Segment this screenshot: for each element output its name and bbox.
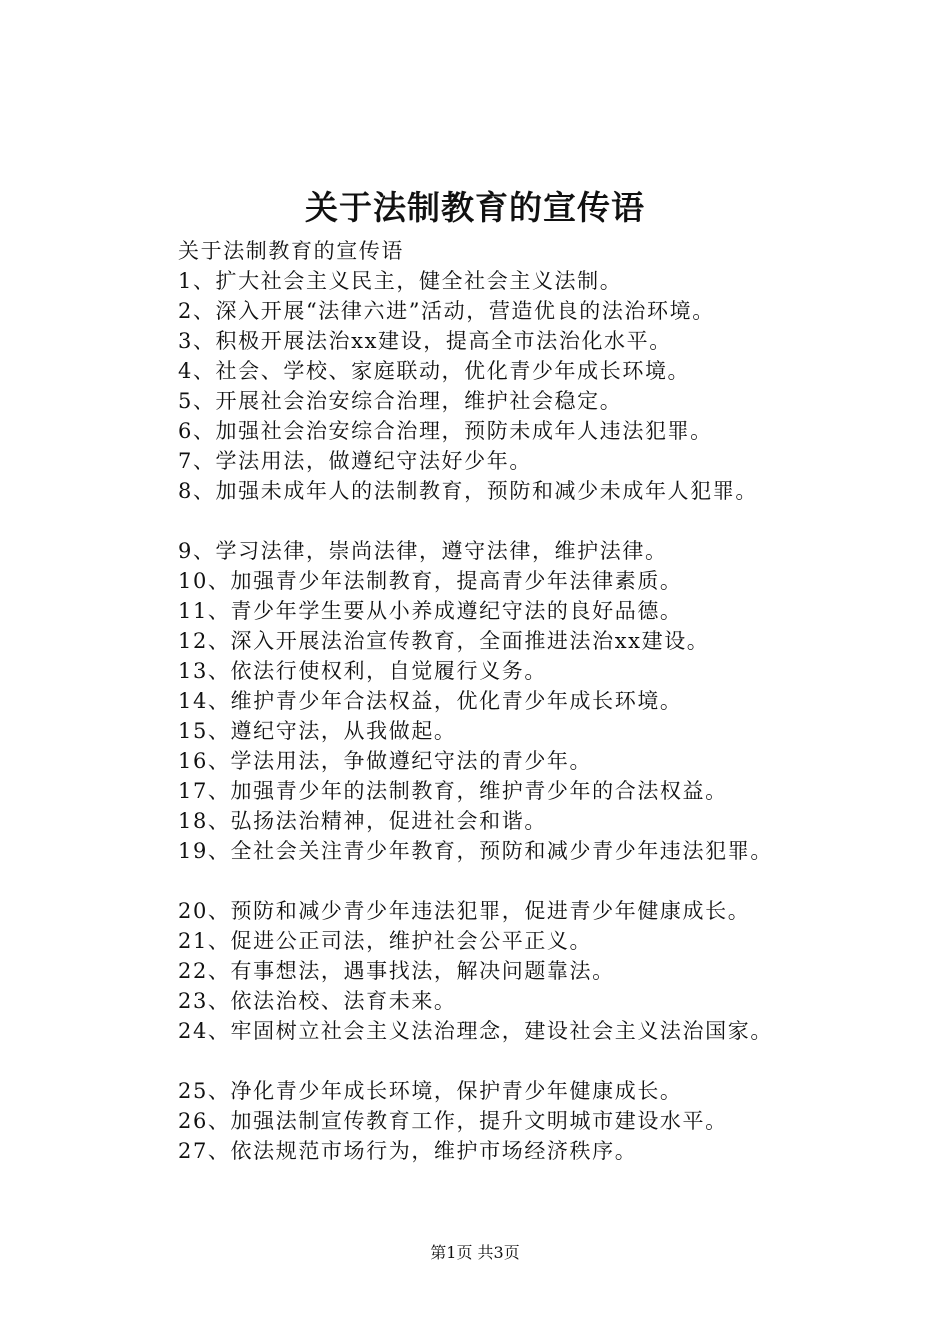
slogan-item: 4、社会、学校、家庭联动，优化青少年成长环境。 bbox=[178, 359, 691, 383]
slogan-group-2 bbox=[178, 536, 938, 866]
document-title: 关于法制教育的宣传语 bbox=[305, 188, 645, 227]
paragraph-gap bbox=[178, 866, 938, 896]
slogan-item: 11、青少年学生要从小养成遵纪守法的良好品德。 bbox=[178, 599, 683, 623]
paragraph-gap bbox=[178, 1046, 938, 1076]
slogan-item: 25、净化青少年成长环境，保护青少年健康成长。 bbox=[178, 1079, 683, 1103]
slogan-item: 20、预防和减少青少年违法犯罪，促进青少年健康成长。 bbox=[178, 899, 751, 923]
slogan-group-4 bbox=[178, 1076, 938, 1166]
slogan-item: 24、牢固树立社会主义法治理念，建设社会主义法治国家。 bbox=[178, 1019, 773, 1043]
document-body bbox=[178, 236, 938, 1166]
slogan-item: 19、全社会关注青少年教育，预防和减少青少年违法犯罪。 bbox=[178, 839, 773, 863]
document-subtitle: 关于法制教育的宣传语 bbox=[178, 239, 404, 263]
paragraph-gap bbox=[178, 506, 938, 536]
slogan-item: 26、加强法制宣传教育工作，提升文明城市建设水平。 bbox=[178, 1109, 728, 1133]
slogan-item: 22、有事想法，遇事找法，解决问题靠法。 bbox=[178, 959, 615, 983]
slogan-item: 9、学习法律，崇尚法律，遵守法律，维护法律。 bbox=[178, 539, 668, 563]
slogan-item: 10、加强青少年法制教育，提高青少年法律素质。 bbox=[178, 569, 683, 593]
slogan-item: 14、维护青少年合法权益，优化青少年成长环境。 bbox=[178, 689, 683, 713]
slogan-group-3 bbox=[178, 896, 938, 1046]
slogan-item: 27、依法规范市场行为，维护市场经济秩序。 bbox=[178, 1139, 638, 1163]
slogan-item: 23、依法治校、法育未来。 bbox=[178, 989, 457, 1013]
slogan-item: 5、开展社会治安综合治理，维护社会稳定。 bbox=[178, 389, 623, 413]
slogan-item: 15、遵纪守法，从我做起。 bbox=[178, 719, 457, 743]
slogan-item: 17、加强青少年的法制教育，维护青少年的合法权益。 bbox=[178, 779, 728, 803]
slogan-item: 3、积极开展法治xx建设，提高全市法治化水平。 bbox=[178, 329, 672, 353]
slogan-item: 6、加强社会治安综合治理，预防未成年人违法犯罪。 bbox=[178, 419, 713, 443]
slogan-item: 13、依法行使权利，自觉履行义务。 bbox=[178, 659, 547, 683]
slogan-item: 16、学法用法，争做遵纪守法的青少年。 bbox=[178, 749, 593, 773]
slogan-item: 18、弘扬法治精神，促进社会和谐。 bbox=[178, 809, 547, 833]
slogan-item: 8、加强未成年人的法制教育，预防和减少未成年人犯罪。 bbox=[178, 479, 758, 503]
slogan-item: 1、扩大社会主义民主，健全社会主义法制。 bbox=[178, 269, 623, 293]
slogan-item: 12、深入开展法治宣传教育，全面推进法治xx建设。 bbox=[178, 629, 710, 653]
slogan-item: 2、深入开展“法律六进”活动，营造优良的法治环境。 bbox=[178, 299, 715, 323]
slogan-item: 7、学法用法，做遵纪守法好少年。 bbox=[178, 449, 532, 473]
page-number: 第1页 共3页 bbox=[430, 1243, 520, 1262]
slogan-group-1 bbox=[178, 266, 938, 506]
slogan-item: 21、促进公正司法，维护社会公平正义。 bbox=[178, 929, 593, 953]
